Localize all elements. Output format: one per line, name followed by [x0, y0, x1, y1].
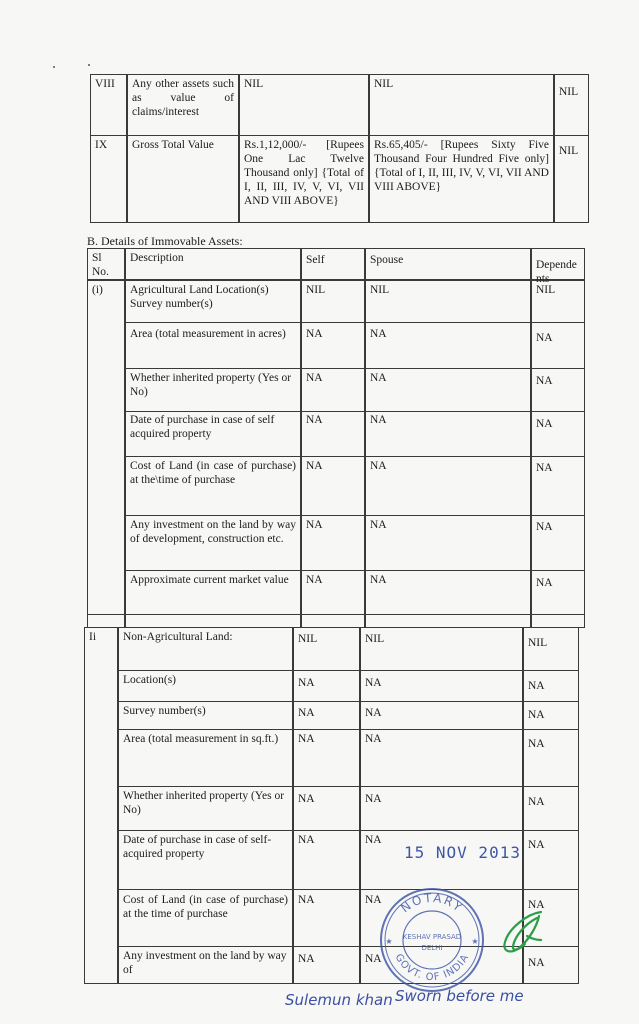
- s1-row-dependents: NA: [531, 411, 585, 457]
- s2-row-description: Any investment on the land by way of: [118, 946, 293, 984]
- s1-row-dependents: NA: [531, 570, 585, 615]
- row-viii-dependents: NIL: [554, 74, 589, 136]
- separator-row: [531, 614, 585, 628]
- s1-row-spouse: NA: [365, 368, 531, 412]
- row-viii-self: NIL: [239, 74, 369, 136]
- seal-bottom-text: GOVT. OF INDIA: [392, 952, 472, 984]
- s2-row-self: NA: [293, 889, 360, 947]
- s2-row-dependents: NA: [523, 830, 579, 890]
- s2-row-dependents: NIL: [523, 627, 579, 671]
- s1-row-description: Date of purchase in case of self acquired property: [125, 411, 301, 457]
- handwritten-footer: [285, 985, 585, 1015]
- s1-row-spouse: NA: [365, 411, 531, 457]
- s1-row-description: Agricultural Land Location(s) Survey number(s): [125, 280, 301, 323]
- s1-row-description: Whether inherited property (Yes or No): [125, 368, 301, 412]
- s1-row-spouse: NIL: [365, 280, 531, 323]
- s2-row-dependents: NA: [523, 729, 579, 787]
- s2-row-dependents: NA: [523, 889, 579, 947]
- s1-row-description: Area (total measurement in acres): [125, 322, 301, 369]
- s2-row-spouse: NA: [360, 830, 523, 890]
- s2-row-self: NA: [293, 701, 360, 730]
- seal-star-icon: ★: [385, 937, 393, 946]
- s2-row-self: NA: [293, 946, 360, 984]
- s1-row-description: Any investment on the land by way of development, construction etc.: [125, 515, 301, 571]
- seal-city: DELHI: [421, 944, 443, 952]
- header-spouse: Spouse: [365, 248, 531, 280]
- s1-row-dependents: NA: [531, 368, 585, 412]
- notary-seal: [378, 886, 486, 994]
- s2-row-description: Area (total measurement in sq.ft.): [118, 729, 293, 787]
- s1-row-dependents: NIL: [531, 280, 585, 323]
- row-viii-description: Any other assets such as value of claims/interest: [127, 74, 239, 136]
- s2-row-spouse: NA: [360, 786, 523, 831]
- s1-row-self: NA: [301, 570, 365, 615]
- separator-row: [301, 614, 365, 628]
- s2-row-description: Whether inherited property (Yes or No): [118, 786, 293, 831]
- s1-row-self: NA: [301, 322, 365, 369]
- seal-top-text: NOTARY: [398, 890, 466, 916]
- s2-row-self: NA: [293, 786, 360, 831]
- row-ix-description: Gross Total Value: [127, 135, 239, 223]
- immovable-heading: B. Details of Immovable Assets:: [87, 234, 243, 248]
- s1-row-dependents: NA: [531, 456, 585, 516]
- s2-row-self: NA: [293, 670, 360, 702]
- signature-scribble: [497, 906, 547, 958]
- s2-row-description: Survey number(s): [118, 701, 293, 730]
- s1-row-self: NA: [301, 456, 365, 516]
- s1-row-spouse: NA: [365, 456, 531, 516]
- s2-row-spouse: NA: [360, 946, 523, 984]
- s2-row-dependents: NA: [523, 946, 579, 984]
- separator-row: [365, 614, 531, 628]
- section-1-sl: (i): [87, 280, 125, 615]
- s2-row-spouse: NA: [360, 729, 523, 787]
- s1-row-spouse: NA: [365, 322, 531, 369]
- separator-row: [87, 614, 125, 628]
- header-description: Description: [125, 248, 301, 280]
- s2-row-self: NIL: [293, 627, 360, 671]
- s1-row-self: NA: [301, 368, 365, 412]
- s2-row-description: Date of purchase in case of self-acquired property: [118, 830, 293, 890]
- seal-name: KESHAV PRASAD: [402, 933, 462, 941]
- header-dependents: Dependents: [531, 248, 585, 280]
- header-sl: Sl No.: [87, 248, 125, 280]
- deponent-signature: Sulemun khan: [285, 991, 393, 1009]
- date-stamp: 15 NOV 2013: [404, 843, 521, 862]
- s1-row-self: NA: [301, 515, 365, 571]
- s1-row-self: NA: [301, 411, 365, 457]
- s1-row-dependents: NA: [531, 322, 585, 369]
- s2-row-spouse: NA: [360, 701, 523, 730]
- row-viii-sl: VIII: [90, 74, 127, 136]
- s1-row-dependents: NA: [531, 515, 585, 571]
- s2-row-self: NA: [293, 729, 360, 787]
- s2-row-dependents: NA: [523, 670, 579, 702]
- s2-row-spouse: NIL: [360, 627, 523, 671]
- row-ix-dependents: NIL: [554, 135, 589, 223]
- s2-row-spouse: NA: [360, 670, 523, 702]
- row-ix-self: Rs.1,12,000/- [Rupees One Lac Twelve Thousand only] {Total of I, II, III, IV, V, VI, VII AND VIII ABOVE}: [239, 135, 369, 223]
- s2-row-dependents: NA: [523, 701, 579, 730]
- s2-row-description: Cost of Land (in case of purchase) at the time of purchase: [118, 889, 293, 947]
- row-ix-spouse: Rs.65,405/- [Rupees Sixty Five Thousand Four Hundred Five only] {Total of I, II, III, IV, V, VI, VII AND VIII ABOVE}: [369, 135, 554, 223]
- s2-row-description: Location(s): [118, 670, 293, 702]
- header-self: Self: [301, 248, 365, 280]
- page-mark-2: [88, 64, 90, 66]
- section-2-sl: Ii: [84, 627, 118, 984]
- s1-row-description: Approximate current market value: [125, 570, 301, 615]
- seal-star-icon: ★: [471, 937, 479, 946]
- s2-row-dependents: NA: [523, 786, 579, 831]
- page-mark-1: [53, 66, 55, 68]
- s1-row-spouse: NA: [365, 515, 531, 571]
- sworn-before-me: Sworn before me: [395, 987, 524, 1005]
- row-ix-sl: IX: [90, 135, 127, 223]
- s2-row-spouse: NA: [360, 889, 523, 947]
- s1-row-self: NIL: [301, 280, 365, 323]
- s1-row-description: Cost of Land (in case of purchase) at the\time of purchase: [125, 456, 301, 516]
- s1-row-spouse: NA: [365, 570, 531, 615]
- s2-row-self: NA: [293, 830, 360, 890]
- row-viii-spouse: NIL: [369, 74, 554, 136]
- separator-row: [125, 614, 301, 628]
- s2-row-description: Non-Agricultural Land:: [118, 627, 293, 671]
